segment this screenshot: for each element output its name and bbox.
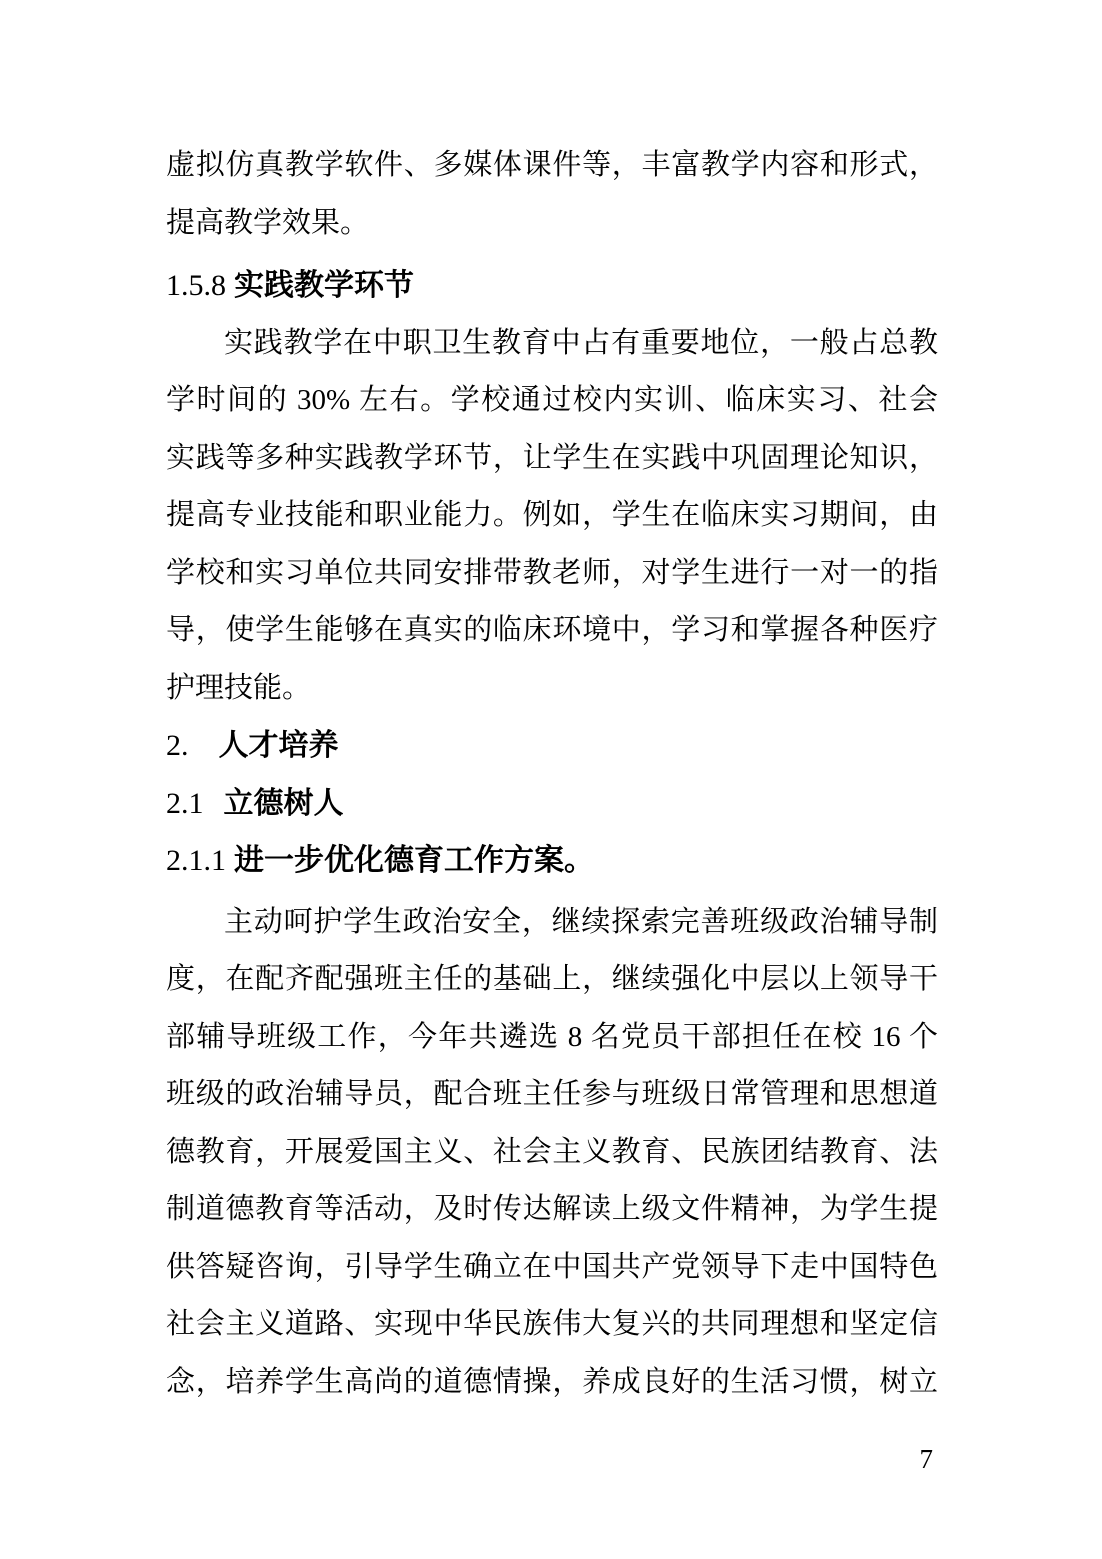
- heading-number: 2.1: [166, 786, 204, 820]
- paragraph-line: 部辅导班级工作，今年共遴选 8 名党员干部担任在校 16 个: [166, 1020, 938, 1053]
- section-heading-1-5-8: [166, 257, 938, 315]
- heading-number: 2.1.1: [166, 844, 226, 877]
- heading-title: 进一步优化德育工作方案。: [234, 844, 594, 877]
- paragraph-line: 学时间的 30% 左右。学校通过校内实训、临床实习、社会: [166, 384, 938, 416]
- heading-title: 立德树人: [223, 786, 344, 820]
- heading-number: 2.: [166, 729, 189, 762]
- paragraph-line: 导，使学生能够在真实的临床环境中，学习和掌握各种医疗: [166, 614, 938, 646]
- paragraph-line: 学校和实习单位共同安排带教老师，对学生进行一对一的指: [166, 556, 938, 589]
- paragraph-line: 班级的政治辅导员，配合班主任参与班级日常管理和思想道: [166, 1078, 938, 1110]
- paragraph-line: 社会主义道路、实现中华民族伟大复兴的共同理想和坚定信: [166, 1308, 938, 1340]
- heading-title: 实践教学环节: [234, 269, 414, 302]
- paragraph-line: 提高专业技能和职业能力。例如，学生在临床实习期间，由: [166, 499, 938, 531]
- paragraph-line: 德教育，开展爱国主义、社会主义教育、民族团结教育、法: [166, 1135, 938, 1168]
- paragraph-line: 供答疑咨询，引导学生确立在中国共产党领导下走中国特色: [166, 1250, 938, 1283]
- section-heading-2-1: [166, 775, 938, 833]
- paragraph-line: 虚拟仿真教学软件、多媒体课件等，丰富教学内容和形式，: [166, 149, 938, 181]
- section-heading-2: [166, 717, 938, 775]
- page-content: [166, 137, 938, 1411]
- paragraph-line: 提高教学效果。: [166, 206, 370, 239]
- heading-title: 人才培养: [218, 729, 339, 762]
- paragraph-line: 护理技能。: [166, 671, 312, 704]
- heading-number: 1.5.8: [166, 269, 226, 302]
- paragraph-line: 实践教学在中职卫生教育中占有重要地位，一般占总教: [224, 326, 938, 359]
- section-heading-2-1-1: [166, 832, 938, 890]
- paragraph-line: 实践等多种实践教学环节，让学生在实践中巩固理论知识，: [166, 441, 938, 474]
- paragraph-line: 制道德教育等活动，及时传达解读上级文件精神，为学生提: [166, 1193, 938, 1225]
- paragraph-line: 度，在配齐配强班主任的基础上，继续强化中层以上领导干: [166, 963, 938, 995]
- page-number: 7: [919, 1444, 933, 1474]
- paragraph-line: 主动呵护学生政治安全，继续探索完善班级政治辅导制: [224, 905, 938, 938]
- paragraph-line: 念，培养学生高尚的道德情操，养成良好的生活习惯，树立: [166, 1365, 938, 1398]
